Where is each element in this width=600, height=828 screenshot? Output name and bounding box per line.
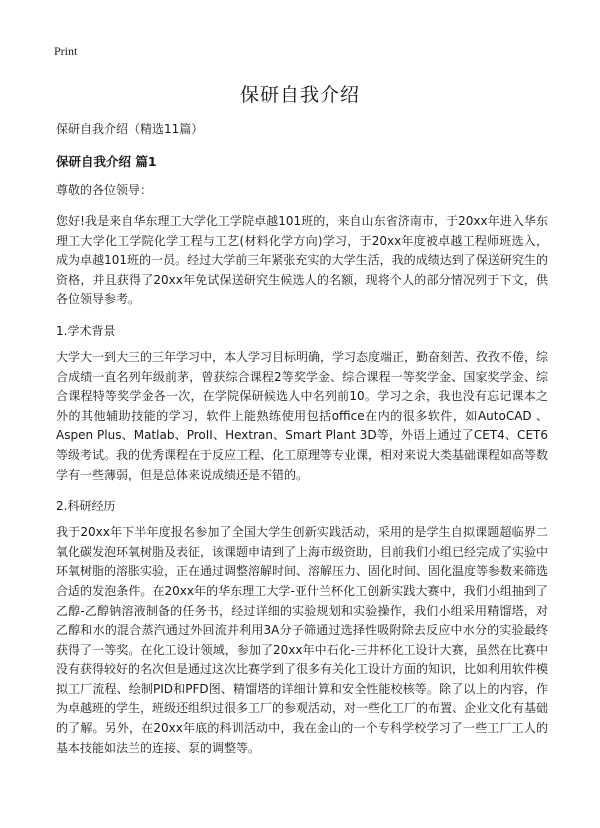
- print-link[interactable]: Print: [54, 44, 78, 58]
- document-body: [56, 120, 548, 758]
- academic-paragraph: 大学大一到大三的三年学习中，本人学习目标明确，学习态度端正，勤奋刻苦、孜孜不倦，综合成绩一直名列年级前茅，曾获综合课程2等奖学金、综合课程一等奖学金、国家奖学金、综合课程特等奖学金各一次，在学院保研候选人中名列前10。学习之余，我也没有忘记课本之外的其他辅助技能的学习，软件上能熟练使用包括office在内的很多软件，如AutoCAD 、Aspen Plus、Matlab、ProII、Hextran、Smart Plant 3D等，外语上通过了CET4、CET6等级考试。我的优秀课程在于反应工程、化工原理等专业课，相对来说大类基础课程如高等数学有一些薄弱，但是总体来说成绩还是不错的。: [56, 349, 549, 482]
- section-heading-academic: 1.学术背景: [56, 323, 116, 338]
- page-title: 保研自我介绍: [239, 84, 360, 106]
- intro-paragraph: 您好!我是来自华东理工大学化工学院卓越101班的，来自山东省济南市，于20xx年进入华东理工大学化工学院化学工程与工艺(材料化学方向)学习，于20xx年度被卓越工程师班选入，成为卓越101班的一员。经过大学前三年紧张充实的大学生活，我的成绩达到了保送研究生的资格，并且获得了20xx年免试保送研究生候选人的名额，现将个人的部分情况列于下文，供各位领导参考。: [56, 214, 548, 307]
- research-paragraph: 我于20xx年下半年度报名参加了全国大学生创新实践活动，采用的是学生自拟课题超临界二氧化碳发泡环氧树脂及表征，该课题申请到了上海市级资助，目前我们小组已经完成了实验中环氧树脂的溶胀实验，正在通过调整溶解时间、溶解压力、固化时间、固化温度等参数来筛选合适的发泡条件。在20xx年的华东理工大学-亚什兰杯化工创新实践大赛中，我们小组抽到了乙醇-乙醇钠溶液制备的任务书，经过详细的实验规划和实验操作，我们小组采用精馏塔，对乙醇和水的混合蒸汽通过外回流并利用3A分子筛通过选择性吸附除去反应中水分的实验最终获得了一等奖。在化工设计领域，参加了20xx年中石化-三井杯化工设计大赛，虽然在比赛中没有获得较好的名次但是通过这次比赛学到了很多有关化工设计方面的知识，比如利用软件模拟工厂流程、绘制PID和PFD图、精馏塔的详细计算和安全性能校核等。除了以上的内容，作为卓越班的学生，班级还组织过很多工厂的参观活动，对一些化工厂的布置、企业文化有基础的了解。另外，在20xx年底的科训活动中，我在金山的一个专科学校学习了一些工厂工人的基本技能如法兰的连接、泵的调整等。: [56, 525, 549, 755]
- greeting-line: 尊敬的各位领导：: [56, 183, 153, 197]
- article-heading: 保研自我介绍 篇1: [56, 154, 157, 169]
- document-subtitle: 保研自我介绍（精选11篇）: [56, 122, 204, 136]
- section-heading-research: 2.科研经历: [56, 499, 116, 514]
